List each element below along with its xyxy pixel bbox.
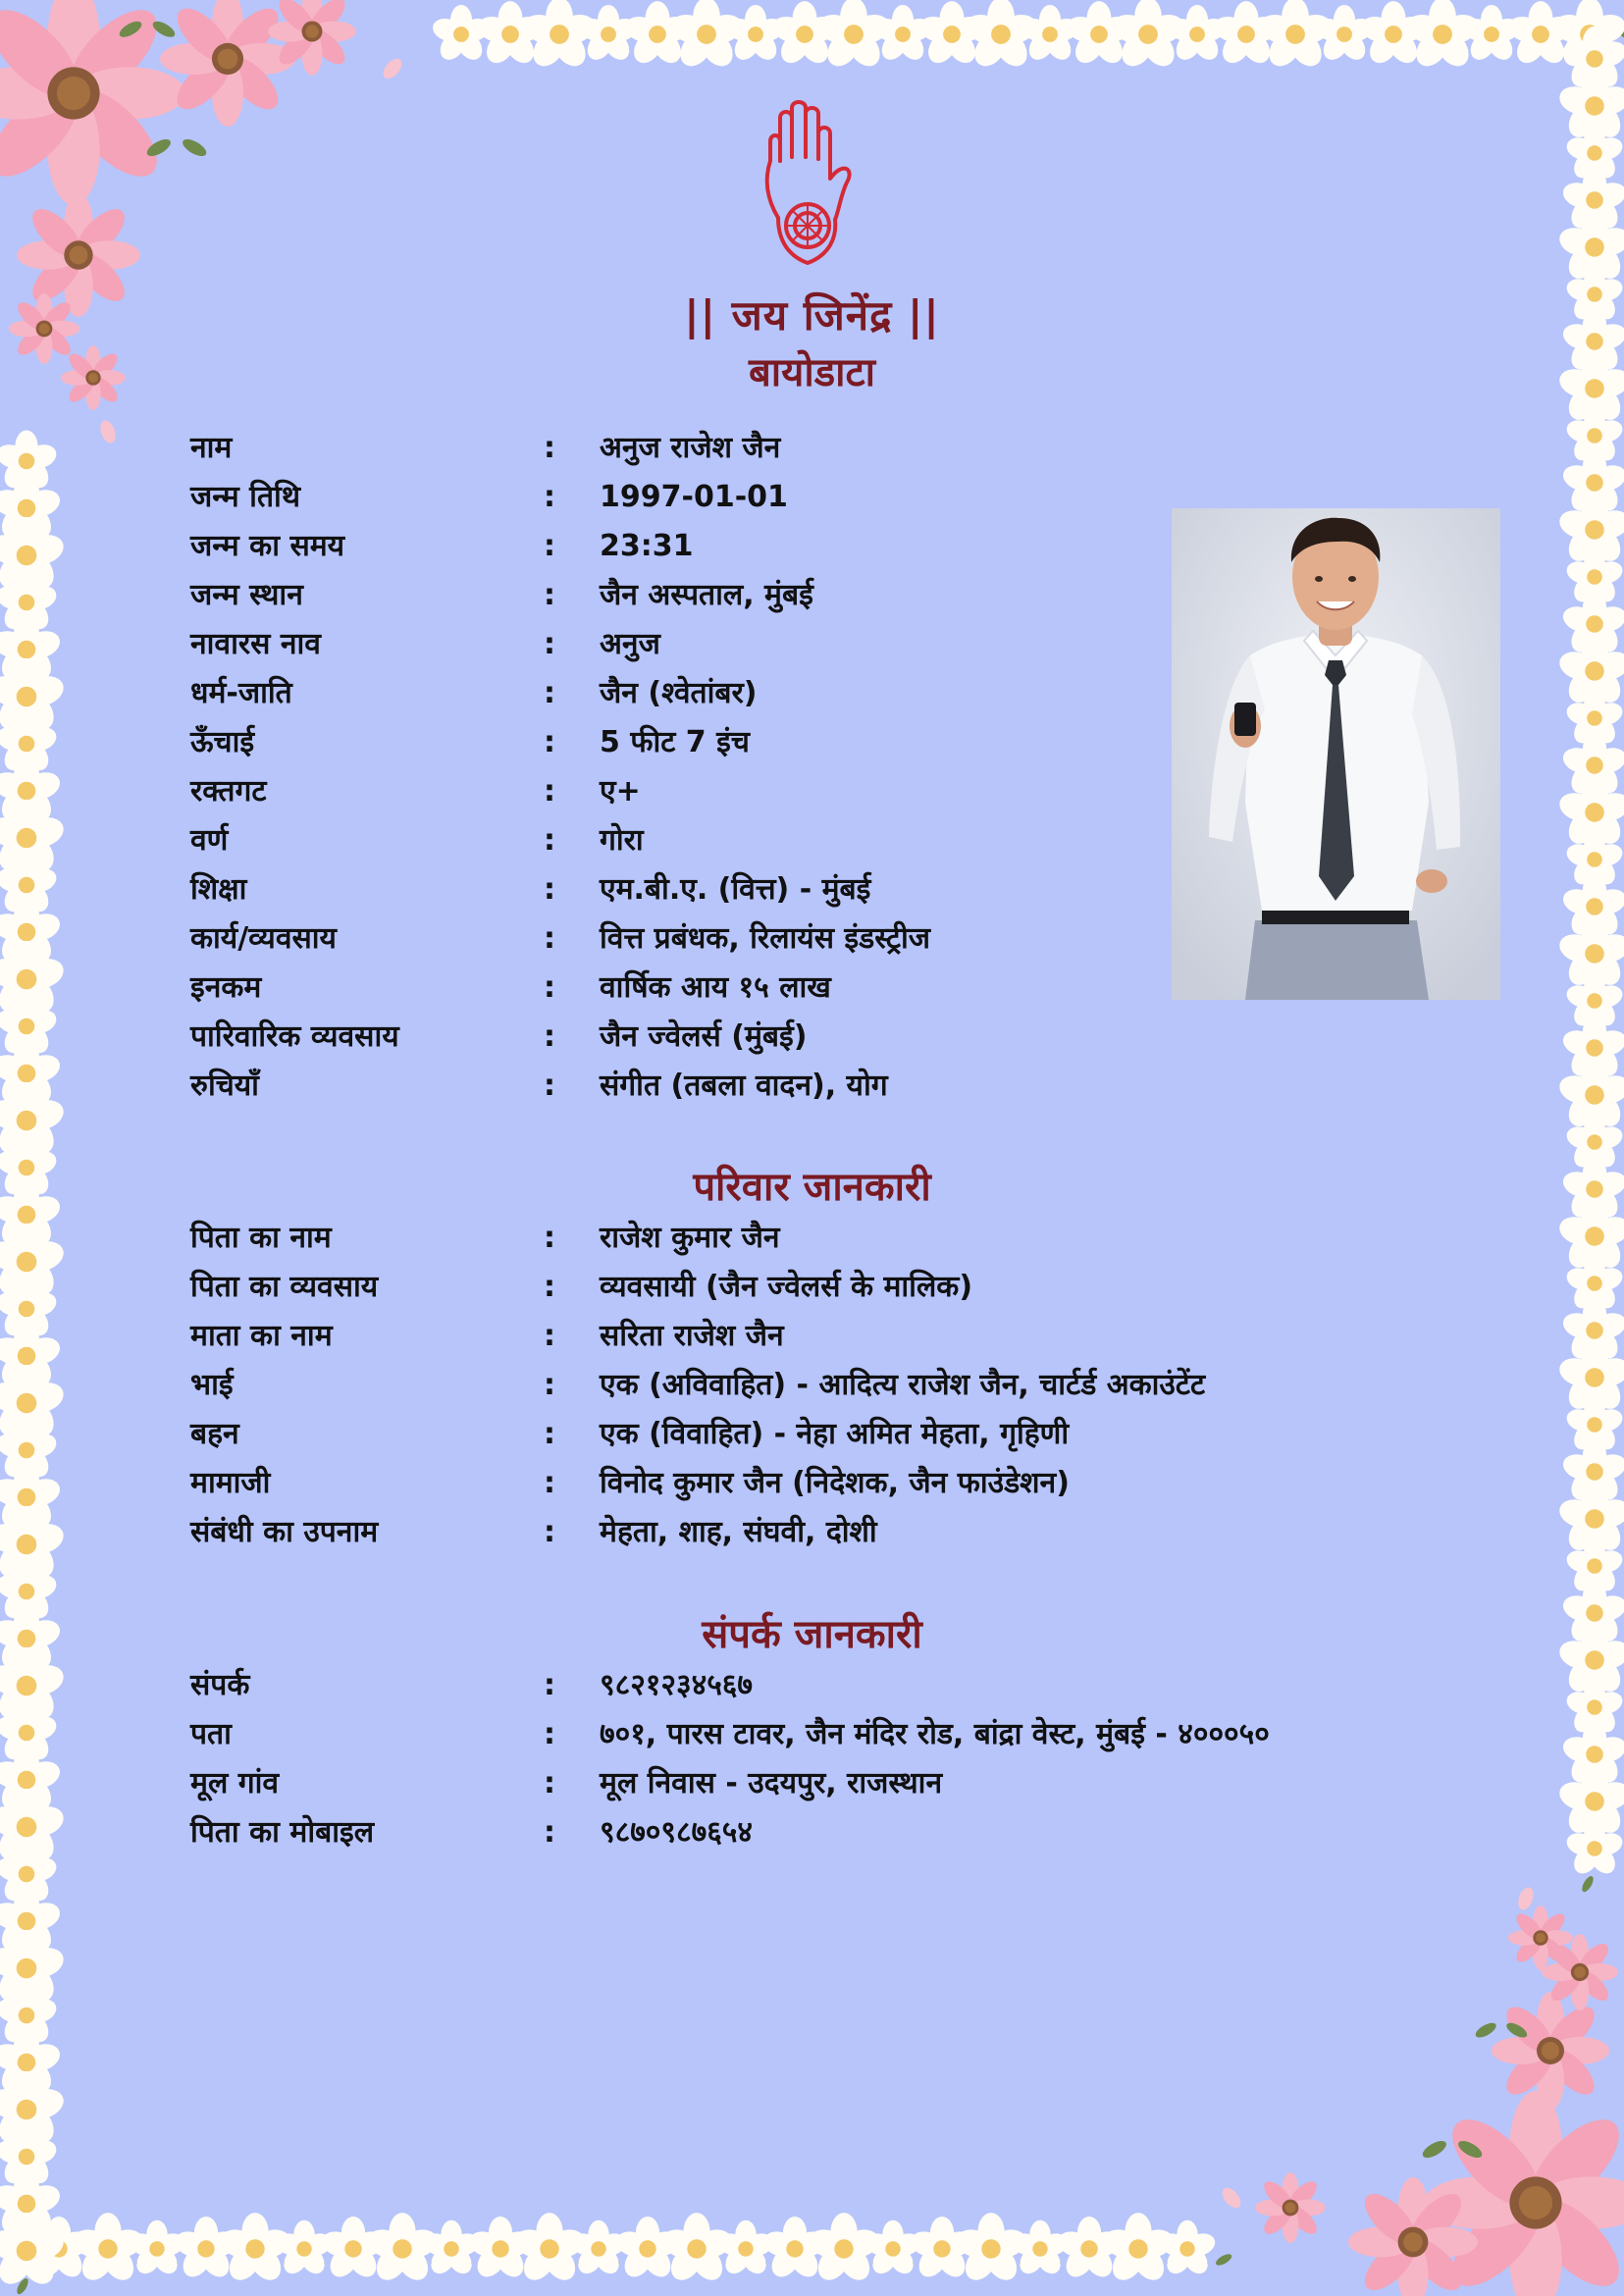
detail-label: बहन [190, 1417, 239, 1451]
detail-value: संगीत (तबला वादन), योग [600, 1069, 888, 1103]
detail-value: विनोद कुमार जैन (निदेशक, जैन फाउंडेशन) [600, 1466, 1070, 1500]
detail-row-father-occupation [0, 1263, 1624, 1312]
colon-separator: : [544, 578, 555, 612]
detail-label: संपर्क [190, 1668, 250, 1702]
detail-label: माता का नाम [190, 1319, 333, 1353]
detail-value: 5 फीट 7 इंच [600, 725, 750, 759]
detail-label: नाम [190, 431, 233, 465]
family-section-title: परिवार जानकारी [693, 1165, 931, 1210]
detail-label: पिता का व्यवसाय [190, 1270, 379, 1304]
detail-label: जन्म का समय [190, 529, 345, 563]
jain-ahimsa-hand-icon [757, 100, 859, 271]
colon-separator: : [544, 1417, 555, 1451]
colon-separator: : [544, 1766, 555, 1800]
detail-label: जन्म तिथि [190, 480, 300, 514]
colon-separator: : [544, 725, 555, 759]
colon-separator: : [544, 1019, 555, 1054]
detail-label: पिता का नाम [190, 1221, 332, 1255]
detail-row-contact [0, 1661, 1624, 1710]
detail-label: इनकम [190, 970, 262, 1005]
detail-value: 1997-01-01 [600, 480, 788, 514]
detail-value: वार्षिक आय १५ लाख [600, 970, 831, 1005]
colon-separator: : [544, 676, 555, 710]
detail-value: एम.बी.ए. (वित्त) - मुंबई [600, 872, 871, 907]
colon-separator: : [544, 921, 555, 956]
colon-separator: : [544, 970, 555, 1005]
detail-value: 23:31 [600, 529, 694, 563]
detail-label: भाई [190, 1368, 234, 1402]
detail-value: एक (अविवाहित) - आदित्य राजेश जैन, चार्टर्ड अकाउंटेंट [600, 1368, 1206, 1402]
detail-row-native-village [0, 1759, 1624, 1808]
detail-label: रुचियाँ [190, 1069, 259, 1103]
detail-value: जैन (श्वेतांबर) [600, 676, 758, 710]
detail-value: ए+ [600, 774, 641, 809]
greeting-heading: || जय जिनेंद्र || [684, 291, 940, 339]
detail-value: ९८२१२३४५६७ [600, 1668, 753, 1702]
detail-row-address [0, 1710, 1624, 1759]
detail-label: वर्ण [190, 823, 229, 858]
detail-value: जैन अस्पताल, मुंबई [600, 578, 813, 612]
colon-separator: : [544, 627, 555, 661]
colon-separator: : [544, 1717, 555, 1751]
colon-separator: : [544, 480, 555, 514]
detail-row-hobbies [0, 1062, 1624, 1111]
detail-row-relative-surnames [0, 1508, 1624, 1557]
detail-row-brother [0, 1361, 1624, 1410]
colon-separator: : [544, 1368, 555, 1402]
detail-value: मेहता, शाह, संघवी, दोशी [600, 1515, 877, 1549]
detail-value: गोरा [600, 823, 644, 858]
detail-label: जन्म स्थान [190, 578, 303, 612]
detail-label: पारिवारिक व्यवसाय [190, 1019, 399, 1054]
detail-row-family-business [0, 1013, 1624, 1062]
colon-separator: : [544, 431, 555, 465]
detail-label: पिता का मोबाइल [190, 1815, 375, 1850]
detail-value: एक (विवाहित) - नेहा अमित मेहता, गृहिणी [600, 1417, 1070, 1451]
detail-label: पता [190, 1717, 232, 1751]
detail-label: मामाजी [190, 1466, 271, 1500]
detail-value: ७०१, पारस टावर, जैन मंदिर रोड, बांद्रा वेस्ट, मुंबई - ४०००५० [600, 1717, 1270, 1751]
colon-separator: : [544, 1319, 555, 1353]
document-title: बायोडाटा [748, 350, 876, 395]
detail-row-mother-name [0, 1312, 1624, 1361]
colon-separator: : [544, 1221, 555, 1255]
colon-separator: : [544, 774, 555, 809]
detail-label: मूल गांव [190, 1766, 280, 1800]
detail-label: धर्म-जाति [190, 676, 292, 710]
detail-value: अनुज राजेश जैन [600, 431, 781, 465]
colon-separator: : [544, 1515, 555, 1549]
profile-photo [1172, 508, 1500, 1000]
colon-separator: : [544, 1668, 555, 1702]
colon-separator: : [544, 1466, 555, 1500]
detail-row-maternal-uncle [0, 1459, 1624, 1508]
colon-separator: : [544, 1815, 555, 1850]
detail-label: शिक्षा [190, 872, 247, 907]
colon-separator: : [544, 1270, 555, 1304]
detail-row-father-mobile [0, 1808, 1624, 1857]
detail-label: रक्तगट [190, 774, 267, 809]
detail-value: वित्त प्रबंधक, रिलायंस इंडस्ट्रीज [600, 921, 931, 956]
detail-row-name [0, 424, 1624, 473]
colon-separator: : [544, 1069, 555, 1103]
detail-value: जैन ज्वेलर्स (मुंबई) [600, 1019, 808, 1054]
detail-value: अनुज [600, 627, 660, 661]
contact-section-title: संपर्क जानकारी [702, 1612, 922, 1657]
detail-value: राजेश कुमार जैन [600, 1221, 780, 1255]
detail-row-sister [0, 1410, 1624, 1459]
detail-label: कार्य/व्यवसाय [190, 921, 337, 956]
detail-value: ९८७०९८७६५४ [600, 1815, 753, 1850]
corner-flowers-bottom-right [1219, 1885, 1624, 2296]
detail-label: संबंधी का उपनाम [190, 1515, 379, 1549]
detail-label: नावारस नाव [190, 627, 321, 661]
detail-value: मूल निवास - उदयपुर, राजस्थान [600, 1766, 943, 1800]
detail-row-father-name [0, 1214, 1624, 1263]
detail-value: व्यवसायी (जैन ज्वेलर्स के मालिक) [600, 1270, 973, 1304]
colon-separator: : [544, 529, 555, 563]
detail-label: ऊँचाई [190, 725, 255, 759]
detail-value: सरिता राजेश जैन [600, 1319, 784, 1353]
colon-separator: : [544, 823, 555, 858]
colon-separator: : [544, 872, 555, 907]
